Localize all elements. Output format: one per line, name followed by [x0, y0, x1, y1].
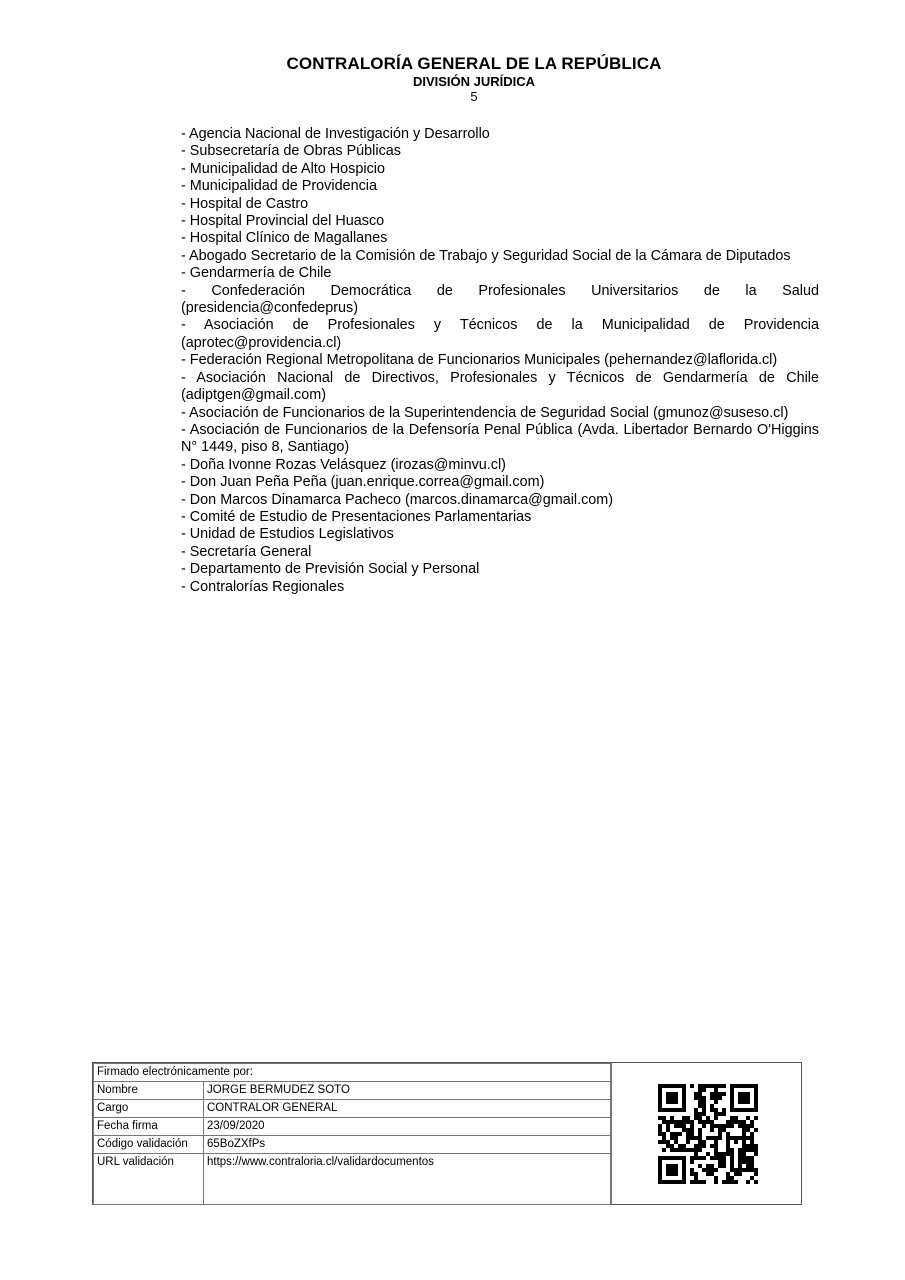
signature-label: Nombre: [94, 1082, 204, 1100]
signature-label: URL validación: [94, 1154, 204, 1205]
list-item: - Departamento de Previsión Social y Personal: [181, 561, 480, 578]
list-item: - Doña Ivonne Rozas Velásquez (irozas@minvu.cl): [181, 456, 506, 473]
list-item: - Don Juan Peña Peña (juan.enrique.correa@gmail.com): [181, 474, 545, 491]
division-subtitle: DIVISIÓN JURÍDICA: [412, 74, 536, 89]
list-item: - Asociación de Profesionales y Técnicos de la Municipalidad de Providencia (aprotec@providencia.cl): [181, 317, 819, 351]
electronic-signature-box: [92, 1062, 802, 1205]
signature-table: [93, 1063, 611, 1205]
signature-value: 23/09/2020: [204, 1118, 611, 1136]
institution-title: CONTRALORÍA GENERAL DE LA REPÚBLICA: [286, 54, 662, 73]
list-item: - Subsecretaría de Obras Públicas: [181, 143, 401, 160]
table-row: [94, 1064, 611, 1082]
signature-label: Código validación: [94, 1136, 204, 1154]
qr-code-icon: [658, 1084, 758, 1184]
table-row: [94, 1100, 611, 1118]
list-item: - Secretaría General: [181, 543, 312, 560]
distribution-list: [181, 126, 819, 596]
table-row: [94, 1082, 611, 1100]
list-item: - Asociación de Funcionarios de la Superintendencia de Seguridad Social (gmunoz@suseso.cl): [181, 404, 789, 421]
list-item: - Agencia Nacional de Investigación y Desarrollo: [181, 126, 490, 142]
list-item: - Municipalidad de Alto Hospicio: [181, 160, 385, 177]
list-item: - Don Marcos Dinamarca Pacheco (marcos.dinamarca@gmail.com): [181, 491, 614, 508]
list-item: - Municipalidad de Providencia: [181, 178, 377, 195]
qr-code-cell: [611, 1063, 802, 1204]
list-item: - Asociación Nacional de Directivos, Profesionales y Técnicos de Gendarmería de Chile (adiptgen@gmail.com): [181, 369, 819, 404]
signature-value: CONTRALOR GENERAL: [204, 1100, 611, 1118]
document-header: [0, 54, 905, 104]
list-item: - Comité de Estudio de Presentaciones Parlamentarias: [181, 508, 532, 525]
list-item: - Hospital Clínico de Magallanes: [181, 230, 388, 247]
signature-heading: Firmado electrónicamente por:: [94, 1064, 611, 1082]
signature-value: 65BoZXfPs: [204, 1136, 611, 1154]
signature-label: Fecha firma: [94, 1118, 204, 1136]
signature-value: JORGE BERMUDEZ SOTO: [204, 1082, 611, 1100]
list-item: - Hospital de Castro: [181, 195, 309, 212]
list-item: - Asociación de Funcionarios de la Defensoría Penal Pública (Avda. Libertador Bernardo O'Higgins N° 1449, piso 8, Santiago): [181, 421, 819, 456]
list-item: - Confederación Democrática de Profesionales Universitarios de la Salud (presidencia@confedeprus): [181, 282, 819, 317]
table-row: [94, 1136, 611, 1154]
list-item: - Hospital Provincial del Huasco: [181, 213, 385, 230]
list-item: - Gendarmería de Chile: [181, 265, 332, 282]
signature-label: Cargo: [94, 1100, 204, 1118]
table-row: [94, 1154, 611, 1205]
list-item: - Contralorías Regionales: [181, 578, 345, 595]
page-number: 5: [470, 89, 478, 104]
list-item: - Unidad de Estudios Legislativos: [181, 526, 394, 543]
list-item: - Abogado Secretario de la Comisión de Trabajo y Seguridad Social de la Cámara de Diputados: [181, 247, 791, 264]
validation-url[interactable]: https://www.contraloria.cl/validardocumentos: [204, 1154, 611, 1205]
table-row: [94, 1118, 611, 1136]
list-item: - Federación Regional Metropolitana de Funcionarios Municipales (pehernandez@laflorida.cl): [181, 352, 778, 369]
